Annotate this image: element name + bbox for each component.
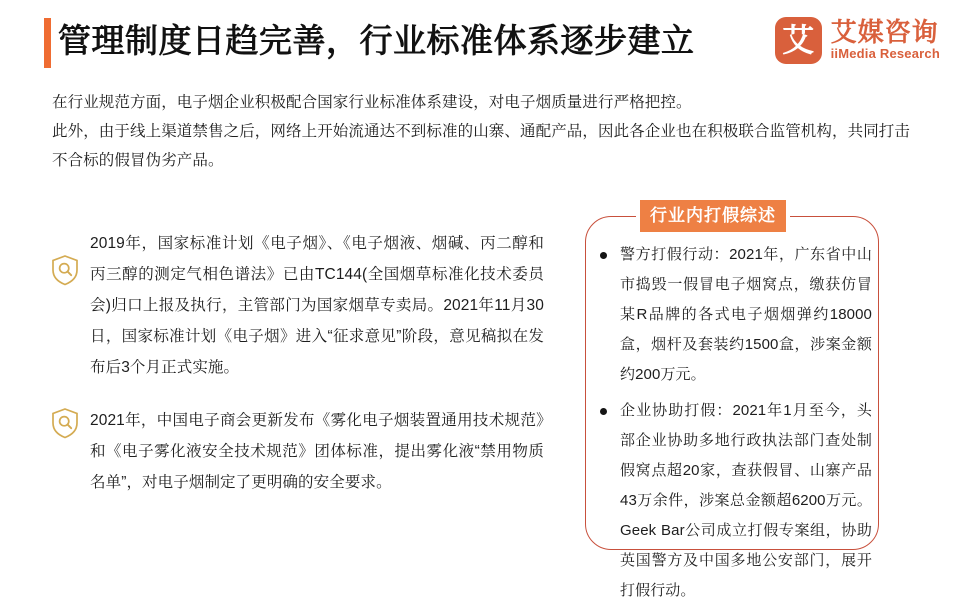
- intro-line-1: 在行业规范方面，电子烟企业积极配合国家行业标准体系建设，对电子烟质量进行严格把控。: [52, 94, 692, 111]
- intro-paragraph: [52, 88, 924, 175]
- shield-search-icon: [50, 254, 80, 286]
- shield-search-icon: [50, 407, 80, 439]
- list-item-text: 企业协助打假：2021年1月至今，头部企业协助多地行政执法部门查处制假窝点超20家，查获假冒、山寨产品43万余件，涉案总金额超6200万元。Geek Bar公司成立打假专案组，协助英国警方及中国多地公安部门，展开打假行动。: [620, 402, 872, 599]
- left-column: [44, 228, 544, 520]
- bullet-dot-icon: [600, 252, 607, 259]
- brand-logo: [775, 17, 940, 64]
- panel-title-badge: 行业内打假综述: [640, 200, 786, 232]
- note-text: 2021年，中国电子商会更新发布《雾化电子烟装置通用技术规范》和《电子雾化液安全技术规范》团体标准，提出雾化液“禁用物质名单”，对电子烟制定了更明确的安全要求。: [90, 412, 544, 491]
- intro-line-2: 此外，由于线上渠道禁售之后，网络上开始流通达不到标准的山寨、通配产品，因此各企业也在积极联合监管机构，共同打击不合标的假冒伪劣产品。: [52, 123, 911, 169]
- note-block-cec-standards: [44, 405, 544, 498]
- note-text: 2019年，国家标准计划《电子烟》、《电子烟液、烟碱、丙二醇和丙三醇的测定气相色谱法》已由TC144(全国烟草标准化技术委员会)归口上报及执行，主管部门为国家烟草专卖局。2021年11月30日，国家标准计划《电子烟》进入“征求意见”阶段，意见稿拟在发布后3个月正式实施。: [90, 235, 544, 376]
- page-title: 管理制度日趋完善，行业标准体系逐步建立: [58, 22, 695, 59]
- logo-name-cn: 艾媒咨询: [830, 17, 939, 47]
- note-block-standards-plan: [44, 228, 544, 383]
- panel-body: [596, 240, 872, 612]
- bullet-list: [596, 240, 872, 606]
- logo-text: [831, 19, 940, 62]
- logo-mark-icon: 艾: [775, 17, 822, 64]
- bullet-dot-icon: [600, 408, 607, 415]
- list-item-text: 警方打假行动：2021年，广东省中山市捣毁一假冒电子烟窝点，缴获仿冒某R品牌的各式电子烟烟弹约18000盒，烟杆及套装约1500盒，涉案金额约200万元。: [620, 246, 872, 383]
- list-item: [596, 396, 872, 606]
- title-accent-bar: [44, 18, 51, 68]
- list-item: [596, 240, 872, 390]
- logo-name-en: iiMedia Research: [830, 46, 940, 61]
- page-header: [0, 0, 962, 80]
